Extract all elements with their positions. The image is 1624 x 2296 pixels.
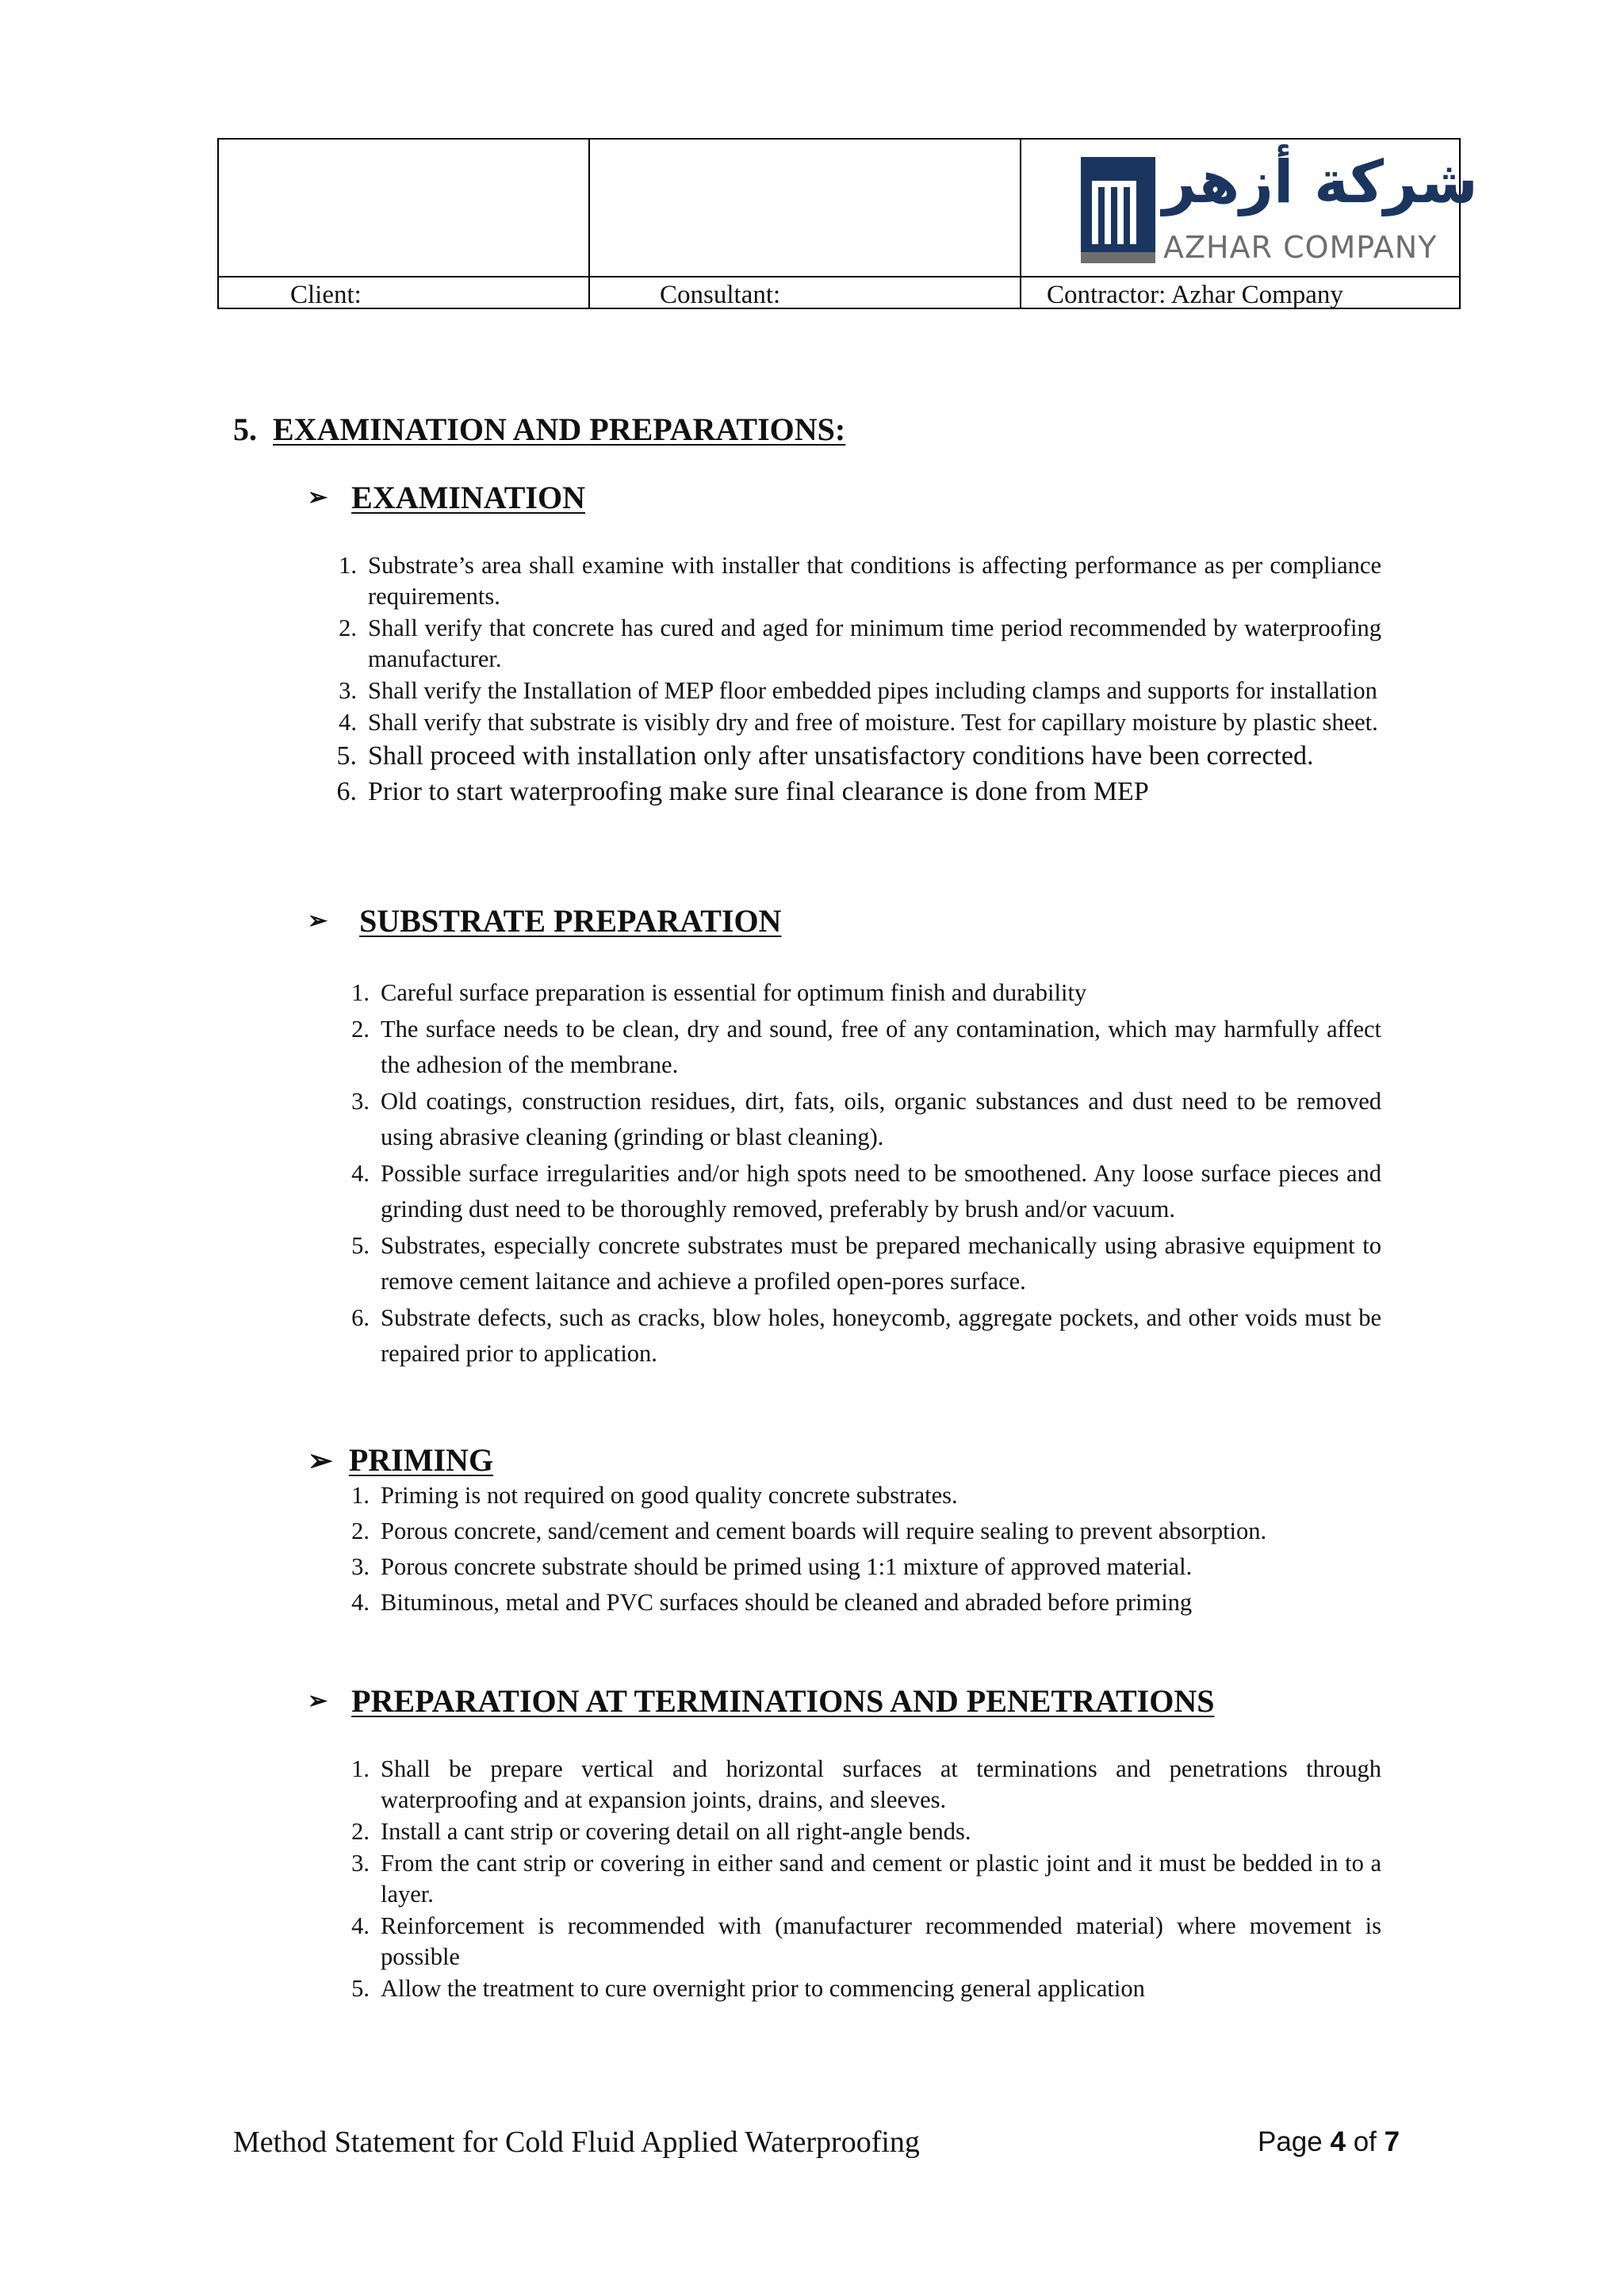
examination-list — [336, 550, 1381, 810]
subheading-priming: ➢ PRIMING — [308, 1441, 493, 1480]
list-item — [351, 1513, 1381, 1548]
list-item — [339, 675, 1381, 706]
logo-latin-text: AZHAR COMPANY — [1163, 230, 1438, 265]
list-item-text: Careful surface preparation is essential for optimum finish and durability — [381, 979, 1087, 1006]
list-item — [351, 1156, 1381, 1227]
arrow-bullet-icon: ➢ — [308, 484, 328, 511]
section-title: EXAMINATION AND PREPARATIONS: — [273, 411, 846, 447]
header-table — [217, 138, 1478, 309]
list-item — [336, 775, 1381, 809]
company-logo — [1081, 148, 1478, 268]
subheading-examination: ➢ EXAMINATION — [308, 480, 585, 515]
list-item — [351, 975, 1381, 1011]
list-number: 2. — [351, 1016, 370, 1043]
header-divider — [1020, 140, 1021, 308]
list-item — [339, 613, 1381, 675]
list-item — [351, 1911, 1381, 1973]
logo-emblem-icon — [1081, 149, 1160, 268]
list-item-text: Substrate defects, such as cracks, blow holes, honeycomb, aggregate pockets, and other voids must be repaired prior to application. — [381, 1304, 1381, 1367]
list-item-text: Shall verify the Installation of MEP floor embedded pipes including clamps and supports for installation — [368, 677, 1377, 704]
list-item-text: Priming is not required on good quality concrete substrates. — [381, 1482, 958, 1509]
list-item-text: Possible surface irregularities and/or high spots need to be smoothened. Any loose surface pieces and grinding dust need to be thoroughly removed, preferably by brush and/or vacuum. — [381, 1160, 1381, 1223]
list-item-text: Substrate’s area shall examine with installer that conditions is affecting performance as per compliance requirements. — [368, 552, 1381, 610]
contractor-label: Contractor: Azhar Company — [1047, 281, 1343, 309]
list-number: 2. — [339, 614, 357, 641]
section-number: 5. — [233, 411, 257, 447]
consultant-label: Consultant: — [660, 281, 781, 309]
list-number: 5. — [351, 1232, 370, 1259]
list-item-text: Porous concrete substrate should be primed using 1:1 mixture of approved material. — [381, 1553, 1193, 1580]
list-number: 2. — [351, 1517, 370, 1544]
list-item — [351, 1754, 1381, 1816]
subheading-substrate-preparation: ➢ SUBSTRATE PREPARATION — [308, 903, 782, 939]
list-item-text: Substrates, especially concrete substrates must be prepared mechanically using abrasive equipment to remove cement laitance and achieve a profiled open-pores surface. — [381, 1232, 1381, 1295]
list-number: 3. — [351, 1553, 370, 1580]
list-item — [351, 1300, 1381, 1372]
list-item — [339, 550, 1381, 612]
list-item — [351, 1585, 1381, 1620]
client-label: Client: — [290, 281, 362, 309]
section-heading — [233, 411, 845, 449]
priming-list — [351, 1478, 1381, 1621]
list-item — [351, 1478, 1381, 1513]
list-item — [351, 1012, 1381, 1083]
list-number: 5. — [351, 1975, 370, 2002]
header-divider — [588, 140, 590, 308]
list-number: 4. — [339, 709, 357, 736]
list-item-text: From the cant strip or covering in either sand and cement or plastic joint and it must be bedded in to a layer. — [381, 1850, 1381, 1908]
logo-arabic-text: شركة أزهر — [1162, 148, 1478, 216]
footer-title: Method Statement for Cold Fluid Applied Waterproofing — [233, 2126, 920, 2159]
list-item-text: Old coatings, construction residues, dirt, fats, oils, organic substances and dust need to be removed using abrasive cleaning (grinding or blast cleaning). — [381, 1088, 1381, 1150]
list-number: 3. — [351, 1088, 370, 1115]
list-item — [351, 1973, 1381, 2004]
list-number: 1. — [339, 552, 357, 579]
list-number: 3. — [339, 677, 357, 704]
list-item — [351, 1816, 1381, 1847]
arrow-bullet-icon: ➢ — [308, 1688, 328, 1714]
list-number: 6. — [351, 1304, 370, 1331]
total-pages: 7 — [1384, 2126, 1400, 2157]
current-page: 4 — [1330, 2126, 1346, 2157]
list-item — [339, 707, 1381, 738]
list-number: 5. — [336, 741, 357, 771]
list-item-text: Install a cant strip or covering detail on all right-angle bends. — [381, 1818, 971, 1845]
list-item — [351, 1084, 1381, 1155]
substrate-preparation-list — [351, 975, 1381, 1372]
list-number: 1. — [351, 1755, 370, 1782]
list-item-text: Shall verify that concrete has cured and aged for minimum time period recommended by waterproofing manufacturer. — [368, 614, 1381, 672]
arrow-bullet-icon: ➢ — [308, 1445, 333, 1478]
list-item-text: The surface needs to be clean, dry and sound, free of any contamination, which may harmfully affect the adhesion of the membrane. — [381, 1016, 1381, 1078]
list-item — [351, 1228, 1381, 1299]
list-number: 4. — [351, 1160, 370, 1187]
list-item-text: Shall be prepare vertical and horizontal surfaces at terminations and penetrations through waterproofing and at expansion joints, drains, and sleeves. — [381, 1755, 1381, 1813]
subheading-terminations: ➢ PREPARATION AT TERMINATIONS AND PENETRATIONS — [308, 1683, 1215, 1719]
list-item — [351, 1848, 1381, 1910]
list-item-text: Shall verify that substrate is visibly dry and free of moisture. Test for capillary moisture by plastic sheet. — [368, 709, 1378, 736]
list-number: 1. — [351, 1482, 370, 1509]
list-number: 2. — [351, 1818, 370, 1845]
list-item-text: Prior to start waterproofing make sure final clearance is done from MEP — [368, 777, 1149, 806]
arrow-bullet-icon: ➢ — [308, 908, 328, 934]
page-number: Page 4 of 7 — [1258, 2126, 1400, 2157]
list-item-text: Bituminous, metal and PVC surfaces should be cleaned and abraded before priming — [381, 1589, 1193, 1616]
list-number: 6. — [336, 777, 357, 806]
list-item-text: Shall proceed with installation only after unsatisfactory conditions have been corrected. — [368, 741, 1314, 771]
list-item — [336, 739, 1381, 774]
list-item — [351, 1549, 1381, 1584]
list-number: 4. — [351, 1912, 370, 1939]
list-item-text: Reinforcement is recommended with (manufacturer recommended material) where movement is possible — [381, 1912, 1381, 1970]
list-number: 1. — [351, 979, 370, 1006]
list-item-text: Porous concrete, sand/cement and cement boards will require sealing to prevent absorption. — [381, 1517, 1267, 1544]
list-item-text: Allow the treatment to cure overnight prior to commencing general application — [381, 1975, 1145, 2002]
terminations-list — [351, 1754, 1381, 2005]
header-divider — [219, 276, 1459, 277]
list-number: 3. — [351, 1850, 370, 1877]
list-number: 4. — [351, 1589, 370, 1616]
